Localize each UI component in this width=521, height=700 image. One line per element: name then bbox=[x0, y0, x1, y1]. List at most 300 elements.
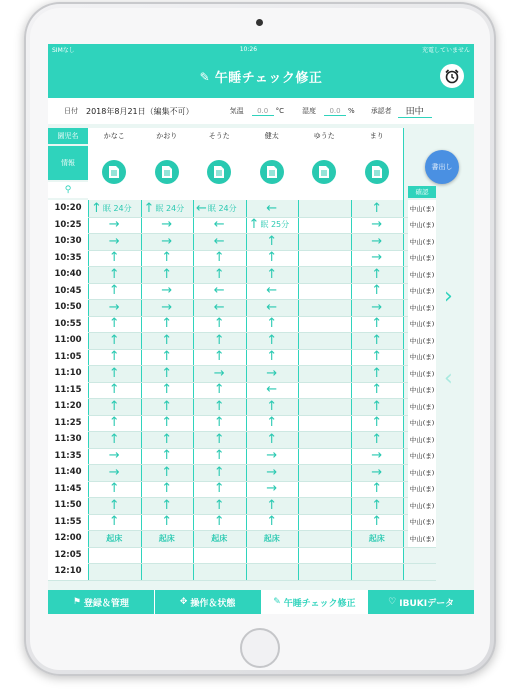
up-arrow-icon: ↑ bbox=[371, 398, 383, 414]
left-arrow-icon: ← bbox=[213, 283, 225, 299]
up-arrow-icon: ↑ bbox=[213, 481, 225, 497]
up-arrow-icon: ↑ bbox=[266, 415, 278, 431]
sleep-status-cell[interactable] bbox=[193, 365, 246, 382]
sleep-status-cell[interactable] bbox=[193, 497, 246, 514]
sleep-status-cell[interactable] bbox=[193, 448, 246, 465]
humid-field[interactable]: 0.0 bbox=[324, 107, 346, 116]
page-title: 午睡チェック修正 bbox=[214, 71, 323, 86]
up-arrow-icon: ↑ bbox=[266, 398, 278, 414]
name-header: 園児名 bbox=[48, 128, 88, 144]
right-arrow-icon: → bbox=[108, 217, 120, 233]
sleep-status-cell[interactable] bbox=[351, 266, 404, 283]
sleep-status-cell[interactable] bbox=[193, 266, 246, 283]
sleep-status-cell[interactable] bbox=[246, 415, 299, 432]
right-arrow-icon: → bbox=[266, 365, 278, 381]
sleep-status-cell[interactable] bbox=[88, 332, 141, 349]
right-arrow-icon: → bbox=[108, 448, 120, 464]
right-arrow-icon: → bbox=[371, 448, 383, 464]
row-divider bbox=[48, 580, 436, 581]
up-arrow-icon: ↑ bbox=[371, 382, 383, 398]
up-arrow-icon: ↑ bbox=[213, 349, 225, 365]
row-divider bbox=[48, 563, 436, 564]
time-label: 11:55 bbox=[48, 514, 88, 531]
confirm-cell[interactable]: 中山(ま) bbox=[408, 497, 436, 514]
time-label: 11:10 bbox=[48, 365, 88, 382]
tab-ibuki-data[interactable] bbox=[368, 590, 474, 614]
up-arrow-icon: ↑ bbox=[266, 431, 278, 447]
document-icon bbox=[207, 160, 231, 184]
sleep-status-cell[interactable] bbox=[193, 530, 246, 547]
left-arrow-icon: ← bbox=[213, 299, 225, 315]
sleep-status-cell[interactable] bbox=[351, 200, 404, 217]
sleep-status-cell[interactable] bbox=[193, 332, 246, 349]
up-arrow-icon: ↑ bbox=[161, 398, 173, 414]
right-arrow-icon: → bbox=[161, 283, 173, 299]
sleep-status-cell[interactable] bbox=[351, 316, 404, 333]
up-arrow-icon: ↑ bbox=[143, 200, 155, 216]
sleep-status-cell[interactable] bbox=[141, 382, 194, 399]
up-arrow-icon: ↑ bbox=[266, 316, 278, 332]
time-label: 11:25 bbox=[48, 415, 88, 432]
sleep-status-cell[interactable] bbox=[351, 514, 404, 531]
confirm-cell[interactable]: 中山(ま) bbox=[408, 200, 436, 217]
time-label: 10:35 bbox=[48, 250, 88, 267]
sleep-status-cell[interactable] bbox=[193, 217, 246, 234]
heart-icon: ♡ bbox=[388, 597, 397, 607]
approver-field[interactable]: 田中 bbox=[398, 104, 432, 118]
left-arrow-icon: ← bbox=[213, 233, 225, 249]
up-arrow-icon: ↑ bbox=[213, 448, 225, 464]
sleep-status-cell[interactable] bbox=[246, 514, 299, 531]
up-arrow-icon: ↑ bbox=[108, 415, 120, 431]
confirm-cell[interactable]: 中山(ま) bbox=[408, 464, 436, 481]
sleep-status-cell[interactable] bbox=[351, 283, 404, 300]
up-arrow-icon: ↑ bbox=[213, 266, 225, 282]
time-label: 10:25 bbox=[48, 217, 88, 234]
up-arrow-icon: ↑ bbox=[108, 266, 120, 282]
sleep-status-cell[interactable] bbox=[141, 464, 194, 481]
sleep-status-cell[interactable] bbox=[88, 250, 141, 267]
sleep-status-cell[interactable] bbox=[193, 299, 246, 316]
sleep-status-cell[interactable] bbox=[246, 464, 299, 481]
carrier-label: SIMなし bbox=[52, 47, 75, 54]
sleep-status-cell[interactable] bbox=[193, 233, 246, 250]
up-arrow-icon: ↑ bbox=[213, 382, 225, 398]
prev-page-chevron-icon[interactable]: ‹ bbox=[444, 366, 453, 391]
sleep-status-cell[interactable] bbox=[88, 200, 141, 217]
right-arrow-icon: → bbox=[371, 464, 383, 480]
sleep-status-cell[interactable] bbox=[88, 481, 141, 498]
nav-bar bbox=[48, 55, 474, 98]
sleep-status-cell[interactable] bbox=[193, 349, 246, 366]
wake-label: 起床 bbox=[263, 533, 280, 543]
sleep-status-cell[interactable] bbox=[246, 316, 299, 333]
child-doc-cell[interactable] bbox=[246, 144, 299, 200]
up-arrow-icon: ↑ bbox=[213, 514, 225, 530]
sleep-status-cell[interactable] bbox=[193, 250, 246, 267]
time-label: 10:55 bbox=[48, 316, 88, 333]
confirm-cell[interactable]: 中山(ま) bbox=[408, 398, 436, 415]
child-name-header: 健太 bbox=[246, 128, 299, 144]
sleep-status-cell[interactable] bbox=[88, 266, 141, 283]
sleep-status-cell[interactable] bbox=[351, 415, 404, 432]
sleep-status-cell[interactable] bbox=[88, 398, 141, 415]
up-arrow-icon: ↑ bbox=[371, 365, 383, 381]
date-value: 2018年8月21日（編集不可） bbox=[86, 106, 194, 116]
sleep-status-cell[interactable] bbox=[351, 382, 404, 399]
sleep-status-cell[interactable] bbox=[351, 398, 404, 415]
up-arrow-icon: ↑ bbox=[213, 464, 225, 480]
sleep-status-cell[interactable] bbox=[141, 349, 194, 366]
confirm-cell[interactable]: 中山(ま) bbox=[408, 382, 436, 399]
clock-label: 10:26 bbox=[239, 46, 258, 53]
up-arrow-icon: ↑ bbox=[161, 382, 173, 398]
up-arrow-icon: ↑ bbox=[161, 497, 173, 513]
sleep-status-cell[interactable] bbox=[351, 217, 404, 234]
sleep-status-cell[interactable] bbox=[88, 349, 141, 366]
up-arrow-icon: ↑ bbox=[371, 431, 383, 447]
nap-check-grid bbox=[48, 128, 474, 588]
sleep-status-cell[interactable] bbox=[246, 332, 299, 349]
sleep-status-cell[interactable] bbox=[246, 448, 299, 465]
up-arrow-icon: ↑ bbox=[213, 398, 225, 414]
sleep-status-cell[interactable] bbox=[141, 299, 194, 316]
up-arrow-icon: ↑ bbox=[161, 250, 173, 266]
up-arrow-icon: ↑ bbox=[248, 217, 260, 233]
sleep-status-cell[interactable] bbox=[351, 250, 404, 267]
sleep-status-cell[interactable] bbox=[141, 398, 194, 415]
sleep-status-cell[interactable] bbox=[351, 481, 404, 498]
next-page-chevron-icon[interactable]: › bbox=[444, 284, 453, 309]
temp-unit: °C bbox=[275, 107, 285, 115]
right-arrow-icon: → bbox=[371, 250, 383, 266]
sleep-status-cell[interactable] bbox=[246, 299, 299, 316]
search-icon[interactable]: ⚲ bbox=[48, 182, 88, 198]
sleep-status-cell[interactable] bbox=[351, 299, 404, 316]
sleep-status-cell[interactable] bbox=[88, 415, 141, 432]
confirm-cell[interactable]: 中山(ま) bbox=[408, 481, 436, 498]
up-arrow-icon: ↑ bbox=[161, 431, 173, 447]
right-arrow-icon: → bbox=[371, 299, 383, 315]
sleep-duration-label: 眠 25分 bbox=[260, 220, 290, 230]
right-arrow-icon: → bbox=[161, 233, 173, 249]
confirm-cell[interactable]: 中山(ま) bbox=[408, 530, 436, 547]
time-label: 11:15 bbox=[48, 382, 88, 399]
sleep-status-cell[interactable] bbox=[246, 283, 299, 300]
wake-label: 起床 bbox=[158, 533, 175, 543]
time-label: 10:45 bbox=[48, 283, 88, 300]
sleep-status-cell[interactable] bbox=[193, 431, 246, 448]
sleep-status-cell[interactable] bbox=[246, 365, 299, 382]
time-label: 12:10 bbox=[48, 563, 88, 580]
confirm-cell[interactable]: 中山(ま) bbox=[408, 415, 436, 432]
up-arrow-icon: ↑ bbox=[161, 349, 173, 365]
sleep-status-cell[interactable] bbox=[141, 250, 194, 267]
document-icon bbox=[102, 160, 126, 184]
sleep-duration-label: 眠 24分 bbox=[207, 203, 237, 213]
sleep-status-cell[interactable] bbox=[141, 365, 194, 382]
approver-label: 承認者 bbox=[370, 107, 392, 115]
sleep-status-cell[interactable] bbox=[351, 497, 404, 514]
humid-label: 湿度 bbox=[302, 107, 317, 115]
sleep-status-cell[interactable] bbox=[141, 481, 194, 498]
up-arrow-icon: ↑ bbox=[213, 431, 225, 447]
sleep-status-cell[interactable] bbox=[88, 497, 141, 514]
tab-register-label: 登録＆管理 bbox=[83, 598, 129, 609]
sleep-status-cell[interactable] bbox=[88, 530, 141, 547]
sleep-status-cell[interactable] bbox=[88, 283, 141, 300]
up-arrow-icon: ↑ bbox=[91, 200, 102, 216]
left-arrow-icon: ← bbox=[266, 283, 278, 299]
time-label: 11:30 bbox=[48, 431, 88, 448]
tab-operation[interactable] bbox=[155, 590, 262, 614]
sleep-status-cell[interactable] bbox=[246, 382, 299, 399]
up-arrow-icon: ↑ bbox=[266, 266, 278, 282]
up-arrow-icon: ↑ bbox=[161, 365, 173, 381]
up-arrow-icon: ↑ bbox=[161, 266, 173, 282]
time-label: 11:45 bbox=[48, 481, 88, 498]
sleep-status-cell[interactable] bbox=[246, 398, 299, 415]
temp-field[interactable]: 0.0 bbox=[252, 107, 274, 116]
up-arrow-icon: ↑ bbox=[108, 365, 120, 381]
sleep-status-cell[interactable] bbox=[88, 299, 141, 316]
sleep-status-cell[interactable] bbox=[88, 316, 141, 333]
sleep-status-cell[interactable] bbox=[246, 217, 321, 234]
wake-label: 起床 bbox=[106, 533, 123, 543]
up-arrow-icon: ↑ bbox=[108, 431, 120, 447]
up-arrow-icon: ↑ bbox=[108, 250, 120, 266]
sleep-status-cell[interactable] bbox=[351, 431, 404, 448]
child-name-header: ゆうた bbox=[298, 128, 351, 144]
up-arrow-icon: ↑ bbox=[161, 514, 173, 530]
up-arrow-icon: ↑ bbox=[108, 283, 120, 299]
up-arrow-icon: ↑ bbox=[161, 481, 173, 497]
child-name-header: そうた bbox=[193, 128, 246, 144]
pencil-icon: ✎ bbox=[199, 69, 210, 84]
right-arrow-icon: → bbox=[371, 233, 383, 249]
tab-nap-check[interactable] bbox=[262, 590, 369, 614]
up-arrow-icon: ↑ bbox=[108, 332, 120, 348]
up-arrow-icon: ↑ bbox=[161, 464, 173, 480]
up-arrow-icon: ↑ bbox=[371, 415, 383, 431]
up-arrow-icon: ↑ bbox=[108, 398, 120, 414]
sleep-status-cell[interactable] bbox=[141, 316, 194, 333]
time-label: 12:05 bbox=[48, 547, 88, 564]
time-label: 10:40 bbox=[48, 266, 88, 283]
tab-ibuki-data-label: IBUKIデータ bbox=[399, 598, 455, 609]
child-doc-cell[interactable] bbox=[141, 144, 194, 200]
sleep-status-cell[interactable] bbox=[88, 233, 141, 250]
status-bar bbox=[48, 44, 474, 55]
sleep-status-cell[interactable] bbox=[88, 431, 141, 448]
info-header: 情報 bbox=[48, 146, 88, 180]
sleep-status-cell[interactable] bbox=[351, 464, 404, 481]
up-arrow-icon: ↑ bbox=[108, 349, 120, 365]
sleep-status-cell[interactable] bbox=[246, 481, 299, 498]
wake-label: 起床 bbox=[211, 533, 228, 543]
confirm-cell[interactable]: 中山(ま) bbox=[408, 431, 436, 448]
child-name-header: かなこ bbox=[88, 128, 141, 144]
sleep-status-cell[interactable] bbox=[141, 283, 194, 300]
sleep-status-cell[interactable] bbox=[351, 349, 404, 366]
sleep-status-cell[interactable] bbox=[88, 365, 141, 382]
up-arrow-icon: ↑ bbox=[213, 415, 225, 431]
up-arrow-icon: ↑ bbox=[371, 481, 383, 497]
child-doc-cell[interactable] bbox=[88, 144, 141, 200]
sleep-status-cell[interactable] bbox=[193, 283, 246, 300]
sleep-status-cell[interactable] bbox=[246, 233, 299, 250]
tab-nap-check-label: 午睡チェック修正 bbox=[283, 598, 356, 609]
confirm-cell[interactable]: 中山(ま) bbox=[408, 365, 436, 382]
sleep-status-cell[interactable] bbox=[141, 266, 194, 283]
confirm-cell[interactable]: 中山(ま) bbox=[408, 332, 436, 349]
sleep-status-cell[interactable] bbox=[246, 266, 299, 283]
alarm-clock-icon[interactable] bbox=[440, 64, 464, 88]
sleep-status-cell[interactable] bbox=[141, 332, 194, 349]
row-divider bbox=[48, 547, 436, 548]
left-arrow-icon: ← bbox=[213, 217, 225, 233]
up-arrow-icon: ↑ bbox=[108, 497, 120, 513]
left-arrow-icon: ← bbox=[266, 299, 278, 315]
sleep-status-cell[interactable] bbox=[246, 431, 299, 448]
left-arrow-icon: ← bbox=[266, 382, 278, 398]
confirm-header: 確認 bbox=[408, 186, 436, 198]
battery-label: 充電していません bbox=[421, 47, 470, 54]
up-arrow-icon: ↑ bbox=[108, 316, 120, 332]
up-arrow-icon: ↑ bbox=[371, 349, 383, 365]
child-doc-cell[interactable] bbox=[193, 144, 246, 200]
up-arrow-icon: ↑ bbox=[161, 316, 173, 332]
confirm-cell[interactable]: 中山(ま) bbox=[408, 349, 436, 366]
up-arrow-icon: ↑ bbox=[266, 497, 278, 513]
sleep-status-cell[interactable] bbox=[193, 382, 246, 399]
right-arrow-icon: → bbox=[161, 217, 173, 233]
right-arrow-icon: → bbox=[108, 233, 120, 249]
sleep-status-cell[interactable] bbox=[193, 514, 246, 531]
document-icon bbox=[155, 160, 179, 184]
sleep-status-cell[interactable] bbox=[246, 200, 299, 217]
right-arrow-icon: → bbox=[108, 464, 120, 480]
sleep-status-cell[interactable] bbox=[88, 382, 141, 399]
column-divider bbox=[403, 128, 404, 580]
time-label: 10:20 bbox=[48, 200, 88, 217]
confirm-cell[interactable]: 中山(ま) bbox=[408, 299, 436, 316]
child-doc-cell[interactable] bbox=[351, 144, 404, 200]
up-arrow-icon: ↑ bbox=[213, 332, 225, 348]
humid-unit: % bbox=[348, 107, 355, 115]
right-arrow-icon: → bbox=[266, 481, 278, 497]
sleep-status-cell[interactable] bbox=[246, 497, 299, 514]
sleep-status-cell[interactable] bbox=[141, 514, 194, 531]
camera-dot bbox=[256, 19, 263, 26]
right-arrow-icon: → bbox=[108, 299, 120, 315]
time-label: 11:05 bbox=[48, 349, 88, 366]
sleep-status-cell[interactable] bbox=[351, 448, 404, 465]
sleep-status-cell[interactable] bbox=[193, 464, 246, 481]
up-arrow-icon: ↑ bbox=[161, 415, 173, 431]
up-arrow-icon: ↑ bbox=[161, 448, 173, 464]
tab-register[interactable] bbox=[48, 590, 155, 614]
up-arrow-icon: ↑ bbox=[213, 316, 225, 332]
sleep-status-cell[interactable] bbox=[351, 233, 404, 250]
confirm-cell[interactable]: 中山(ま) bbox=[408, 448, 436, 465]
confirm-cell[interactable]: 中山(ま) bbox=[408, 233, 436, 250]
sleep-duration-label: 眠 24分 bbox=[102, 203, 132, 213]
sleep-status-cell[interactable] bbox=[193, 316, 246, 333]
up-arrow-icon: ↑ bbox=[371, 266, 383, 282]
sleep-status-cell[interactable] bbox=[141, 431, 194, 448]
sleep-status-cell[interactable] bbox=[141, 415, 194, 432]
sleep-status-cell[interactable] bbox=[351, 530, 404, 547]
left-arrow-icon: ← bbox=[266, 200, 278, 216]
up-arrow-icon: ↑ bbox=[266, 233, 278, 249]
temp-label: 気温 bbox=[229, 107, 244, 115]
export-button[interactable]: 書出し bbox=[425, 150, 459, 184]
time-label: 11:40 bbox=[48, 464, 88, 481]
sleep-status-cell[interactable] bbox=[141, 233, 194, 250]
sleep-status-cell[interactable] bbox=[351, 365, 404, 382]
sleep-status-cell[interactable] bbox=[193, 200, 246, 217]
up-arrow-icon: ↑ bbox=[213, 497, 225, 513]
sleep-status-cell[interactable] bbox=[246, 349, 299, 366]
sleep-status-cell[interactable] bbox=[351, 332, 404, 349]
app-screen bbox=[48, 44, 474, 614]
up-arrow-icon: ↑ bbox=[371, 316, 383, 332]
confirm-cell[interactable]: 中山(ま) bbox=[408, 283, 436, 300]
confirm-cell[interactable]: 中山(ま) bbox=[408, 217, 436, 234]
up-arrow-icon: ↑ bbox=[371, 497, 383, 513]
up-arrow-icon: ↑ bbox=[371, 200, 383, 216]
sleep-status-cell[interactable] bbox=[141, 530, 194, 547]
move-icon: ✥ bbox=[179, 597, 188, 607]
time-label: 12:00 bbox=[48, 530, 88, 547]
sleep-status-cell[interactable] bbox=[246, 530, 299, 547]
child-name-header: まり bbox=[351, 128, 404, 144]
sleep-status-cell[interactable] bbox=[193, 398, 246, 415]
left-arrow-icon: ← bbox=[196, 200, 207, 216]
sleep-status-cell[interactable] bbox=[193, 415, 246, 432]
sleep-status-cell[interactable] bbox=[141, 448, 194, 465]
right-arrow-icon: → bbox=[266, 464, 278, 480]
sleep-status-cell[interactable] bbox=[141, 217, 194, 234]
sleep-status-cell[interactable] bbox=[88, 448, 141, 465]
confirm-cell[interactable]: 中山(ま) bbox=[408, 514, 436, 531]
sleep-status-cell[interactable] bbox=[141, 200, 194, 217]
document-icon bbox=[260, 160, 284, 184]
sleep-status-cell[interactable] bbox=[193, 481, 246, 498]
up-arrow-icon: ↑ bbox=[266, 349, 278, 365]
up-arrow-icon: ↑ bbox=[161, 332, 173, 348]
home-button[interactable] bbox=[240, 628, 280, 668]
wake-label: 起床 bbox=[368, 533, 385, 543]
up-arrow-icon: ↑ bbox=[371, 283, 383, 299]
sleep-status-cell[interactable] bbox=[246, 250, 299, 267]
flag-icon: ⚑ bbox=[72, 597, 81, 607]
sleep-status-cell[interactable] bbox=[88, 464, 141, 481]
confirm-cell[interactable]: 中山(ま) bbox=[408, 266, 436, 283]
up-arrow-icon: ↑ bbox=[108, 481, 120, 497]
time-label: 10:30 bbox=[48, 233, 88, 250]
right-arrow-icon: → bbox=[371, 217, 383, 233]
sleep-status-cell[interactable] bbox=[88, 217, 141, 234]
sleep-status-cell[interactable] bbox=[88, 514, 141, 531]
up-arrow-icon: ↑ bbox=[371, 332, 383, 348]
confirm-cell[interactable]: 中山(ま) bbox=[408, 250, 436, 267]
child-doc-cell[interactable] bbox=[298, 144, 351, 200]
confirm-cell[interactable]: 中山(ま) bbox=[408, 316, 436, 333]
sleep-status-cell[interactable] bbox=[141, 497, 194, 514]
up-arrow-icon: ↑ bbox=[266, 332, 278, 348]
